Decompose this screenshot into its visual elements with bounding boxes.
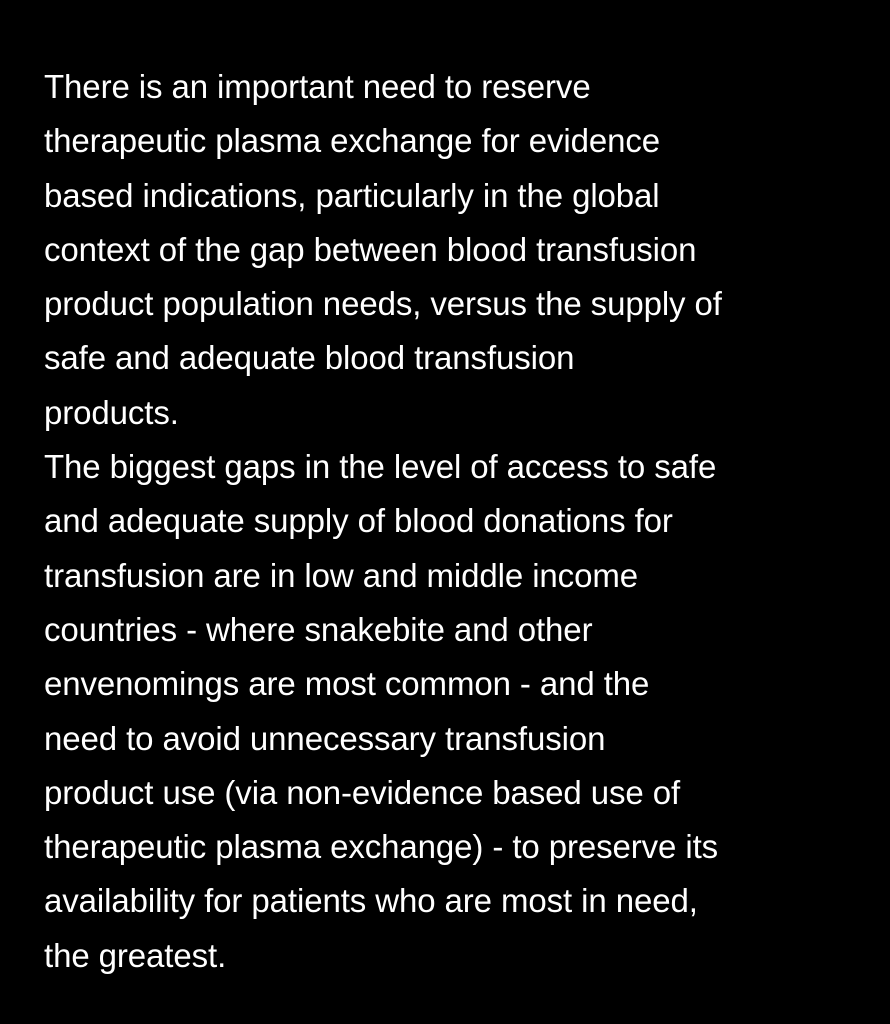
text-line: therapeutic plasma exchange) - to preserve its [44, 828, 719, 866]
text-line: context of the gap between blood transfusion [44, 230, 697, 268]
text-line: There is an important need to reserve [44, 68, 591, 105]
text-line: need to avoid unnecessary transfusion [44, 719, 606, 757]
text-line: safe and adequate blood transfusion [44, 339, 575, 377]
text-line: product population needs, versus the supply of [44, 285, 722, 323]
text-line: the greatest. [44, 936, 227, 974]
text-line: availability for patients who are most in need, [44, 882, 698, 920]
note-text [44, 60, 864, 983]
text-line: The biggest gaps in the level of access to safe [44, 448, 717, 486]
text-line: and adequate supply of blood donations for [44, 502, 673, 540]
paragraph-1 [44, 60, 864, 440]
text-line: transfusion are in low and middle income [44, 556, 638, 594]
paragraph-2 [44, 440, 864, 983]
text-line: envenomings are most common - and the [44, 665, 650, 703]
text-line: product use (via non-evidence based use of [44, 773, 681, 811]
text-line: products. [44, 393, 179, 431]
text-line: therapeutic plasma exchange for evidence [44, 122, 661, 160]
text-line: countries - where snakebite and other [44, 610, 593, 648]
text-line: based indications, particularly in the global [44, 176, 660, 214]
